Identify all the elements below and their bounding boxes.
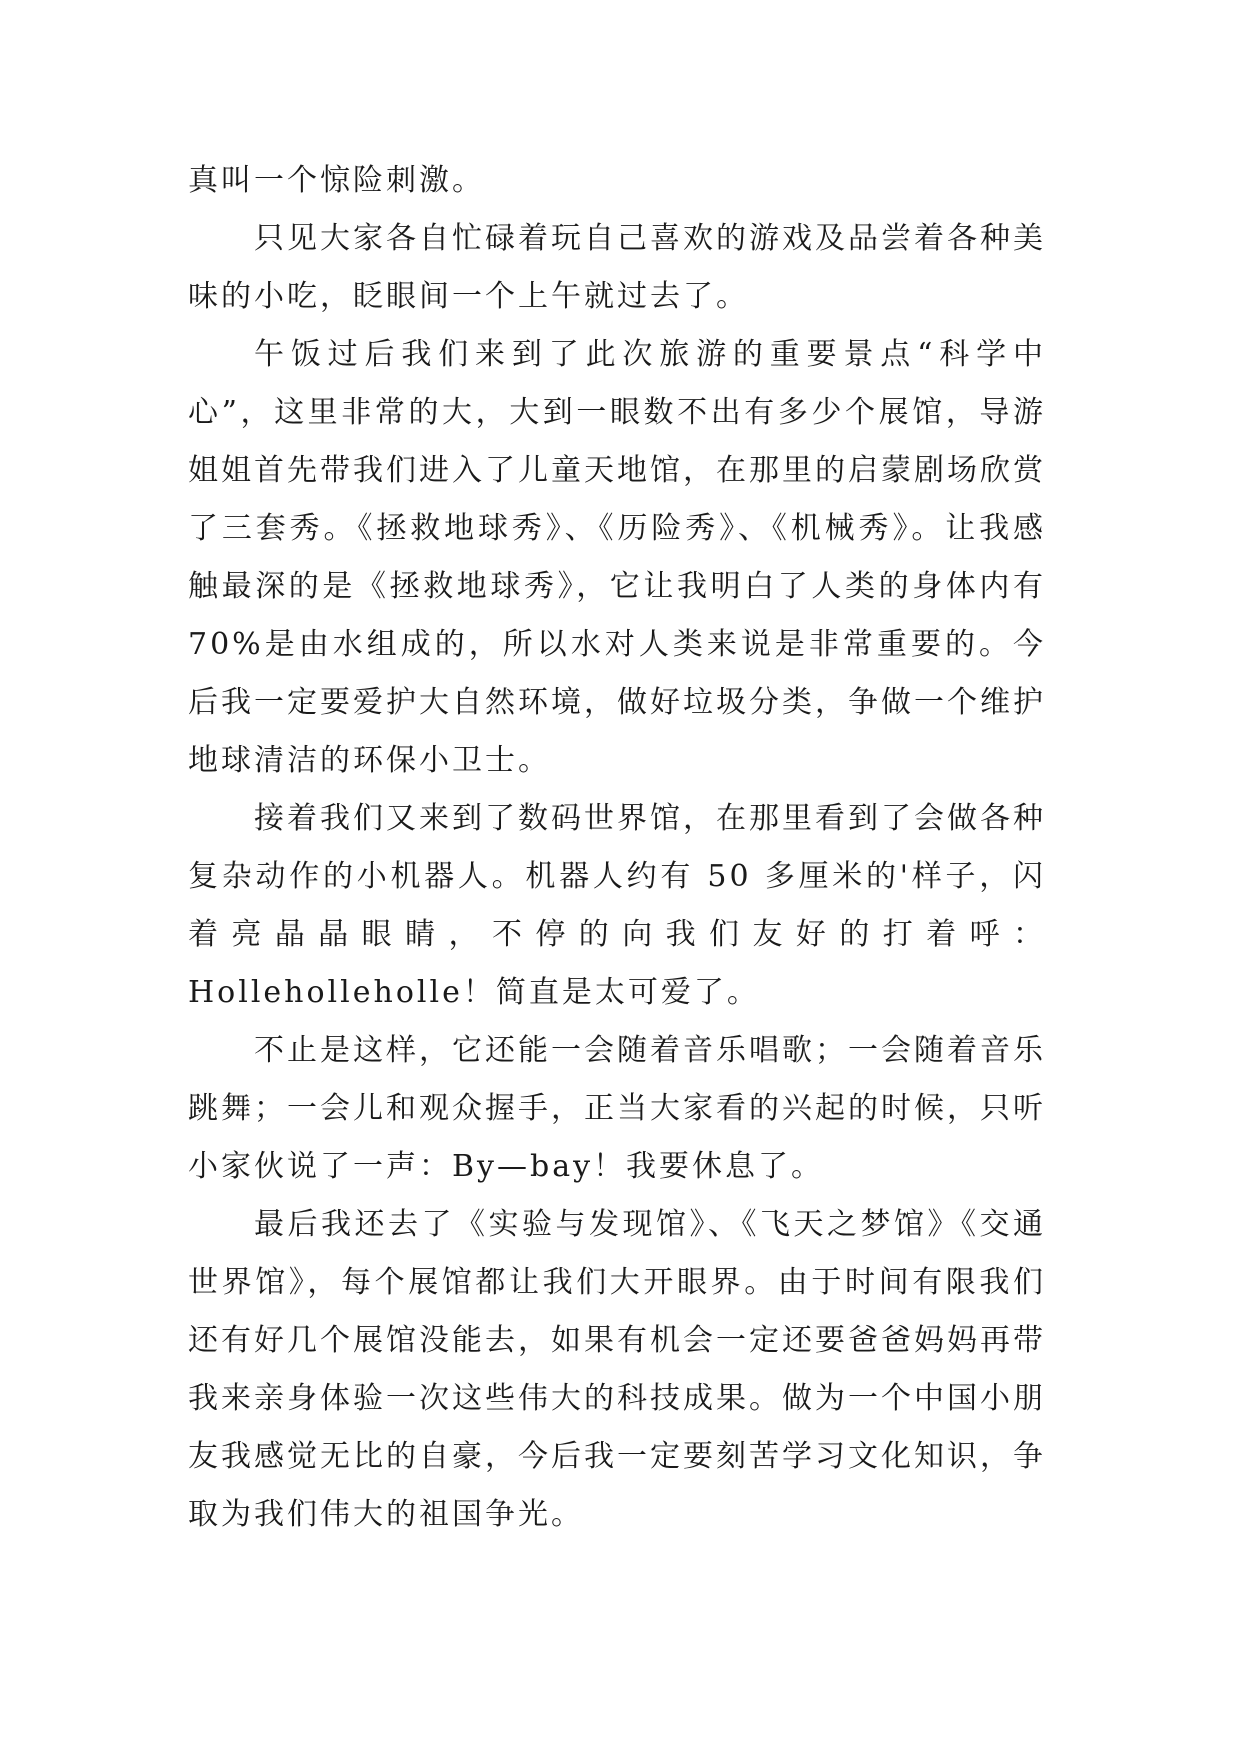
document-body: [188, 152, 1046, 1544]
paragraph-5: 不止是这样，它还能一会随着音乐唱歌；一会随着音乐跳舞；一会儿和观众握手，正当大家看的兴起的时候，只听小家伙说了一声：By—bay！我要休息了。: [188, 1033, 1046, 1184]
paragraph-6: 最后我还去了《实验与发现馆》、《飞天之梦馆》《交通世界馆》，每个展馆都让我们大开眼界。由于时间有限我们还有好几个展馆没能去，如果有机会一定还要爸爸妈妈再带我来亲身体验一次这些伟大的科技成果。做为一个中国小朋友我感觉无比的自豪，今后我一定要刻苦学习文化知识，争取为我们伟大的祖国争光。: [188, 1207, 1046, 1532]
paragraph-1: 真叫一个惊险刺激。: [188, 163, 485, 198]
paragraph-2: 只见大家各自忙碌着玩自己喜欢的游戏及品尝着各种美味的小吃，眨眼间一个上午就过去了。: [188, 221, 1046, 314]
paragraph-4: 接着我们又来到了数码世界馆，在那里看到了会做各种复杂动作的小机器人。机器人约有 50 多厘米的'样子，闪着亮晶晶眼睛，不停的向我们友好的打着呼：Holleholleholle！简直是太可爱了。: [188, 801, 1046, 1010]
paragraph-3: 午饭过后我们来到了此次旅游的重要景点“科学中心”，这里非常的大，大到一眼数不出有多少个展馆，导游姐姐首先带我们进入了儿童天地馆，在那里的启蒙剧场欣赏了三套秀。《拯救地球秀》、《历险秀》、《机械秀》。让我感触最深的是《拯救地球秀》，它让我明白了人类的身体内有 70%是由水组成的，所以水对人类来说是非常重要的。今后我一定要爱护大自然环境，做好垃圾分类，争做一个维护地球清洁的环保小卫士。: [188, 337, 1046, 778]
